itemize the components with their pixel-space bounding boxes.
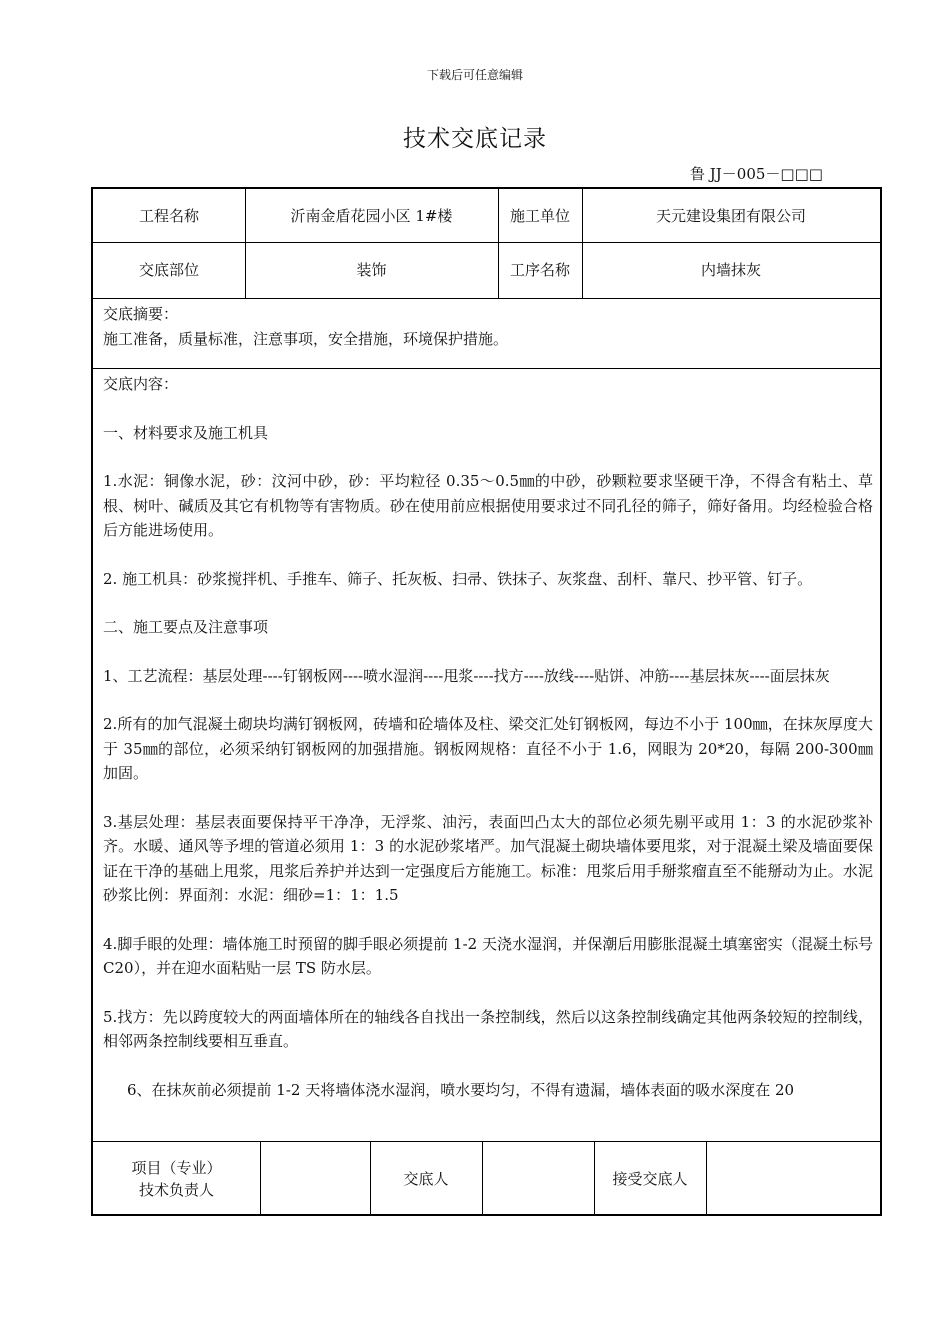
content-label: 交底内容： <box>103 375 179 393</box>
content-paragraph: 2.所有的加气混凝土砌块均满钉钢板网，砖墙和砼墙体及柱、梁交汇处钉钢板网，每边不小于 100㎜，在抹灰厚度大于 35㎜的部位，必须采纳钉钢板网的加强措施。钢板网规格：直径不小于 1.6，网眼为 20*20，每隔 200-300㎜ 加固。 <box>103 715 873 782</box>
content-paragraph: 1.水泥：铜像水泥，砂：汶河中砂，砂：平均粒径 0.35～0.5㎜的中砂，砂颗粒要求坚硬干净，不得含有粘土、草根、树叶、碱质及其它有机物等有害物质。砂在使用前应根据使用要求过不同孔径的筛子，筛好备用。均经检验合格后方能进场使用。 <box>103 472 873 539</box>
process-label: 工序名称 <box>509 261 570 279</box>
tech-lead-label-line2: 技术负责人 <box>138 1180 214 1199</box>
content-paragraph: 4.脚手眼的处理：墙体施工时预留的脚手眼必须提前 1-2 天浇水湿润，并保潮后用膨胀混凝土填塞密实（混凝土标号 C20），并在迎水面粘贴一层 TS 防水层。 <box>103 934 873 977</box>
part-label: 交底部位 <box>138 261 199 279</box>
summary-label: 交底摘要： <box>103 305 179 323</box>
project-name-value: 沂南金盾花园小区 1#楼 <box>290 206 453 225</box>
receiver-label: 接受交底人 <box>612 1169 688 1188</box>
content-paragraph: 一、材料要求及施工机具 <box>103 423 269 442</box>
discloser-label: 交底人 <box>403 1169 449 1188</box>
content-paragraph: 5.找方：先以跨度较大的两面墙体所在的轴线各自找出一条控制线，然后以这条控制线确定其他两条较短的控制线，相邻两条控制线要相互垂直。 <box>103 1007 873 1050</box>
content-paragraph: 3.基层处理：基层表面要保持平干净净，无浮浆、油污，表面凹凸太大的部位必须先剔平或用 1：3 的水泥砂浆补齐。水暖、通风等予埋的管道必须用 1：3 的水泥砂浆堵严。加气混凝土砌块墙体要甩浆，对于混凝土梁及墙面要保证在干净的基础上甩浆，甩浆后养护并达到一定强度后方能施工。标准：甩浆后用手掰浆瘤直至不能掰动为止。水泥砂浆比例：界面剂：水泥：细砂=1：1：1.5 <box>103 812 873 904</box>
contractor-label: 施工单位 <box>509 206 570 225</box>
part-value: 装饰 <box>356 261 387 279</box>
contractor-value: 天元建设集团有限公司 <box>655 206 806 225</box>
project-name-label: 工程名称 <box>138 206 199 225</box>
tech-lead-label <box>93 1141 260 1216</box>
content-paragraph: 2. 施工机具：砂浆搅拌机、手推车、筛子、托灰板、扫帚、铁抹子、灰浆盘、刮杆、靠尺、抄平管、钉子。 <box>103 569 813 588</box>
record-table <box>91 187 882 1216</box>
content-paragraph: 二、施工要点及注意事项 <box>103 618 269 636</box>
receiver-signature-field[interactable] <box>706 1141 880 1216</box>
watermark-text: 下载后可任意编辑 <box>426 68 523 82</box>
page-title: 技术交底记录 <box>403 126 547 152</box>
content-paragraph: 1、工艺流程：基层处理----钉钢板网----喷水湿润----甩浆----找方----放线----贴饼、冲筋----基层抹灰----面层抹灰 <box>103 666 830 685</box>
summary-section <box>103 302 508 352</box>
summary-text: 施工准备，质量标准，注意事项，安全措施，环境保护措施。 <box>103 330 509 348</box>
tech-lead-signature-field[interactable] <box>260 1141 370 1216</box>
discloser-signature-field[interactable] <box>482 1141 594 1216</box>
document-code: 鲁 JJ－005－□□□ <box>690 165 823 183</box>
content-section <box>103 372 873 1126</box>
tech-lead-label-line1: 项目（专业） <box>131 1158 222 1177</box>
content-paragraph: 6、在抹灰前必须提前 1-2 天将墙体浇水湿润，喷水要均匀，不得有遗漏，墙体表面的吸水深度在 20 <box>127 1080 795 1099</box>
process-value: 内墙抹灰 <box>700 261 761 279</box>
